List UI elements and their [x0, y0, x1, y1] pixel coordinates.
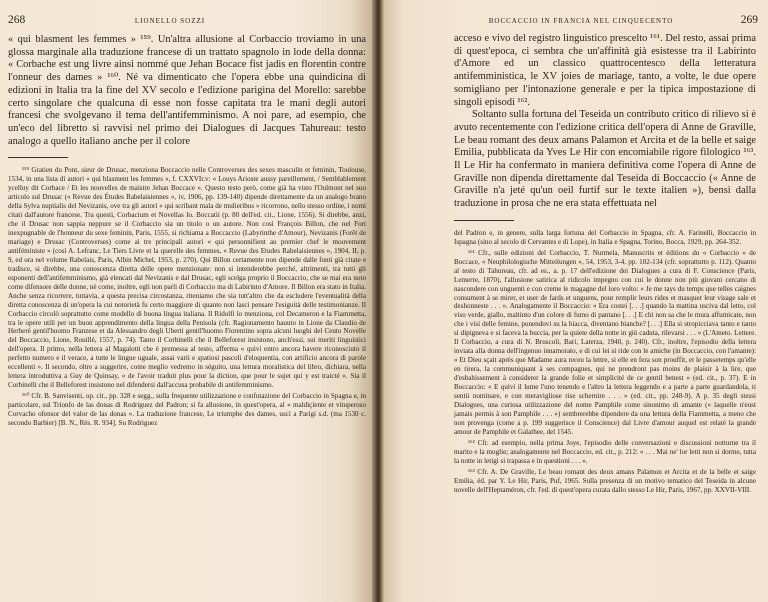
right-page	[384, 0, 768, 602]
footnote-163: ¹⁶³ Cfr. A. De Graville, Le beau romant des deux amans Palamon et Arcita et de la belle et saige Emilia, éd. par Y. Le Hir, Paris, Puf, 1965. Sulla presenza di un motivo tematico del Teseida in alcune novelle dell'Heptaméron, cfr. l'ed. di quest'opera curata dallo stesso Le Hir, Paris, 1967, pp. XXVII-VIII.	[454, 467, 756, 494]
page-body	[8, 34, 366, 430]
running-title: LIONELLO SOZZI	[134, 17, 206, 25]
body-paragraph: Soltanto sulla fortuna del Teseida un contributo critico di rilievo si è avuto recentemente con l'edizione critica dell'opera di Anne de Graville, Le beau romant des deux amans Palamon et Arcita et de la belle et saige Emilia, pubblicata da Yves Le Hir con encomiabile rigore filologico ¹⁶³. Il Le Hir ha confermato in maniera definitiva come l'opera di Anne de Graville non dipenda direttamente dal Teseida di Boccaccio (« Anne de Graville n'a jeté qu'un oeil furtif sur le texte italien »), bensì dalla traduzione in prosa che ne era stata effettuata nel	[454, 109, 756, 210]
page-body	[454, 33, 756, 496]
page-number: 269	[740, 14, 758, 26]
footnote-rule	[454, 220, 514, 221]
footnotes	[454, 229, 756, 495]
body-paragraph: acceso e vivo del registro linguistico prescelto ¹⁶¹. Del resto, assai prima di quest'epoca, ci sembra che un'affinità già esistesse tra il Labirinto d'Amore ed un classico quattrocentesco della letteratura antifemministica, le XV joies de mariage, tanto, a volte, le due opere somigliano per l'intonazione generale e per la tipica impostazione di singoli episodi ¹⁶².	[454, 33, 756, 108]
running-title: BOCCACCIO IN FRANCIA NEL CINQUECENTO	[488, 17, 674, 25]
footnotes	[8, 166, 366, 428]
footnote-159: ¹⁵⁹ Gratien du Pont, sieur de Drusac, menziona Boccaccio nelle Controverses des sexes masculin et feminin, Toulouse, 1534, in una lista di autori « qui blasment les femmes », f. CXXVIr.v: « Louys Arioste aussy pareillement, / Semblablement ycelluy dit Corbace / Et les nouvelles de maistre Jehan Boccace ». Questo testo però, come già ha visto l'Oulmont nel suo articolo sul Drusac (« Revue des Études Rabelaisiennes », iv, 1906, pp. 139-140) dipende direttamente da un analogo brano della Sylva nuptialis del Nevizanis, ove tra gli autori « qui scribant mala de mulieribus » ricorrono, nello stesso ordine, i nomi citati dall'autore francese. Tra questi, Corbacium et Novellas Io. Boccatii (p. 80 dell'ed. cit., Lione, 1556). Si direbbe, anzi, che il Drusac non sappia neppure se il Corbaccio sia un titolo o un autore. Non così François Billon, che nel Fort inexpugnable de l'honneur du sexe feminin, Paris, 1555, si richiama a Boccaccio (Labyrinthe d'Amour), Nevizanis (Forêt de mariage) e Drusac (Controverses) come ai tre principali autori « qui personnifient au premier chef le mouvement antiféministe » (così A. Lefranc, Le Tiers Livre et la querelle des femmes, « Revue des Etudes Rabelaisiennes », 1904, II, p. 9, ed ora nel volume Rabelais, Paris, Albin Michel, 1953, p. 270). Qui Billon certamente non dipende dalle fonti già citate e tradisce, si direbbe, una conoscenza diretta delle opere menzionate: non si intenderebbe perché, altrimenti, tra tutti gli esponenti dell'antifemminismo, già elencati dal Nevizanis e dal Drusac, egli scelga proprio il Boccaccio, che se mai era noto come difensore delle donne, nè come, inoltre, egli non parli di Corbaccio ma di Labirinto d'Amore. Il Billon era stato in Italia. Anche senza ricorrere, tuttavia, a questa precisa circostanza, riteniamo che sia tutt'altro che da escludere l'eventualità della diretta conoscenza di un'opera la cui notorietà fu certo maggiore di quanto non lasci pensare l'esiguità delle testimonianze. Il Corbaccio circolò soprattutto come modello di buona lingua italiana. Il Ridolfi lo menziona, col Decameron e la Fiammetta, tra le opere utili per un buon apprendimento della lingua della Penisola (cfr. Ragionamento hauuto in Lione da Claudio de Herberè gentil'huomo Franzese et da Alessandro degli Uberti gentil'huomo Fiorentino sopra alcuni luoghi del Cento Novelle del Boccaccio, Lione, Rouillé, 1557, p. 74). Tanto il Corbinelli che il Belleforest insistono, anch'essi, sui meriti linguistici dell'opera. Il primo, nella lettera al Magalotti che è premessa al testo, afferma « quivi entro ancora havere riconosciuto il perfetto numero e il verace, a tutte le lingue uguale, assai varii e spatiosi pascoli d'eloquentia, con artificio ancora di parole eccellenti ». Il secondo, oltre a suggerire, come meglio vedremo in séguito, una lettura moralistica del libro, dichiara, nella lettera introduttiva a Guy de Quinsay, « de l'avoir traduit plus pour la diction, que pour le sujet qui y est traicté ». Sia il Corbinelli che il Belleforest insistono nel difendersi dall'accusa probabile di antifemminismo.	[8, 166, 366, 390]
book-gutter	[372, 0, 384, 602]
page-number: 268	[8, 14, 26, 26]
footnote-161: ¹⁶¹ Cfr., sulle edizioni del Corbaccio, T. Nurmela, Manuscrits et éditions du « Corbaccio » de Boccace, « Neuphilologische Mitteilungen », 54, 1953, 3-4, pp. 102-134 (cfr. soprattutto p. 112). Quanto al testo di Tahureau, cfr. ad es., a. p. 17 dell'edizione dei Dialogues a cura di F. Conscience (Paris, Lemerre, 1870), l'allusione satirica al ridicolo impegno con cui le donne non più giovani cercano di nascondere con unguenti e con creme le magagne del loro volto: « Je me tays du temps que telles caignes consument à se mirer, et user de fards et unguens, pour remplir leurs rides et masquer leur visage sale et deshonneste . . . ». Analogamente il Boccaccio: « Era costei [. . .] quando la mattina usciva dal letto, col viso verde, giallo, maltinto d'un colore di fumo di pantano [. . .] E chi non sa che le mura affumicate, non che i visi delle femine, ponendovi su la biacca, diventano bianche? [. . .] Ella si stropicciava tanto e tanto si dipigneva e si faceva la buccia, per la quiete della notte in giù caduta, rilevarsi . . . » (L'Ameto. Lettere. Il Corbaccio, a cura di N. Bruscoli, Bari, Laterza, 1940, p. 240). Cfr., inoltre, l'episodio della lettera inviata alla donna dell'ingenuo innamorato, e di cui lei si ride con le amiche (in Boccaccio, con l'amante): « Et Dieu sçait après que Madame aura receu la lettre, si elle en fera son prouffit, et le passetemps qu'elle en tirera, la communiquant à ses compagnes, qui ne prendront pas moins de plaisir à la lire, que d'esbahissement à considerer la grande folie et simplicité de ce gentil benest » (ed. cit., p. 37). E in Boccaccio: « E quivi il lume l'uno tenendo e l'altro la lettera leggendo e a parte a parte guardandola, ti sentii nominare, e con meravigliose rise schernire . . . » (ed. cit., pp. 248-9). A p. 35 degli stessi Dialogues, una curiosa utilizzazione del nome Pamphile come sinonimo di amante (« laquelle n'eust jamais permis à son Pamphile . . . ») sembrerebbe dipendere da una lettura della Fiammetta, a meno che non provenga (come a p. 199 suggerisce il Conscience) dal Livre d'amour auquel est relaté la grande amour de Pamphile et Galathee, del 1545.	[454, 248, 756, 436]
running-header	[8, 14, 372, 25]
body-paragraph: « qui blasment les femmes » ¹⁵⁹. Un'altra allusione al Corbaccio troviamo in una glossa marginale alla traduzione francese di un trattato spagnolo in lode della donna: « Corbache est ung livre ainsi nommé que Jehan Bocace fist jadis en florentin contre l'onneur des dames » ¹⁶⁰. Né va dimenticato che l'opera ebbe una quindicina di edizioni in Italia tra la fine del XV secolo e l'edizione parigina del Morello: sarebbe certo singolare che qualcuna di esse non fosse capitata tra le mani degli autori francesi che svolgevano il tema dell'antifemminismo. A noi pare, ad esempio, che un'eco del libretto si ravvisi nel primo dei Dialogues di Jacques Tahureau: testo analogo a quello italiano anche per il colore	[8, 34, 366, 147]
footnote-162: ¹⁶² Cfr. ad esempio, nella prima Joye, l'episodio delle conversazioni e discussioni notturne tra il marito e la moglie; analogamente nel Boccaccio, ed. cit., p. 212: « . . . Mai ne' lor letti non si dorme, tutta la notte in letigi si trapassa e in questioni . . . ».	[454, 438, 756, 465]
left-page	[0, 0, 372, 602]
footnote-160: ¹⁶⁰ Cfr. B. Sanvisenti, op. cit., pp. 328 e segg., sulla frequente utilizzazione e confutazione del Corbaccio in Spagna e, in particolare, sul Trionfo de las donas di Rodriguez del Padron; si fa allusione, in quest'opera, al « maldiçiente et vituperoso Corvacho ofensor del valor de las donas ». La traduzione francese, Le triumphe des dames, uscì a Parigi s.d. (ma 1530 c. secondo Barbier) [B. N., Rés. R. 934]. Su Rodriguez	[8, 392, 366, 428]
footnote-rule	[8, 157, 68, 158]
footnote-160-continued: del Padron e, in genere, sulla larga fortuna del Corbaccio in Spagna, cfr. A. Farinelli, Boccaccio in Ispagna (sino al secolo di Cervantes e di Lope), in Italia e Spagna, Torino, Bocca, 1929, pp. 264-352.	[454, 228, 756, 246]
running-header	[384, 14, 758, 25]
